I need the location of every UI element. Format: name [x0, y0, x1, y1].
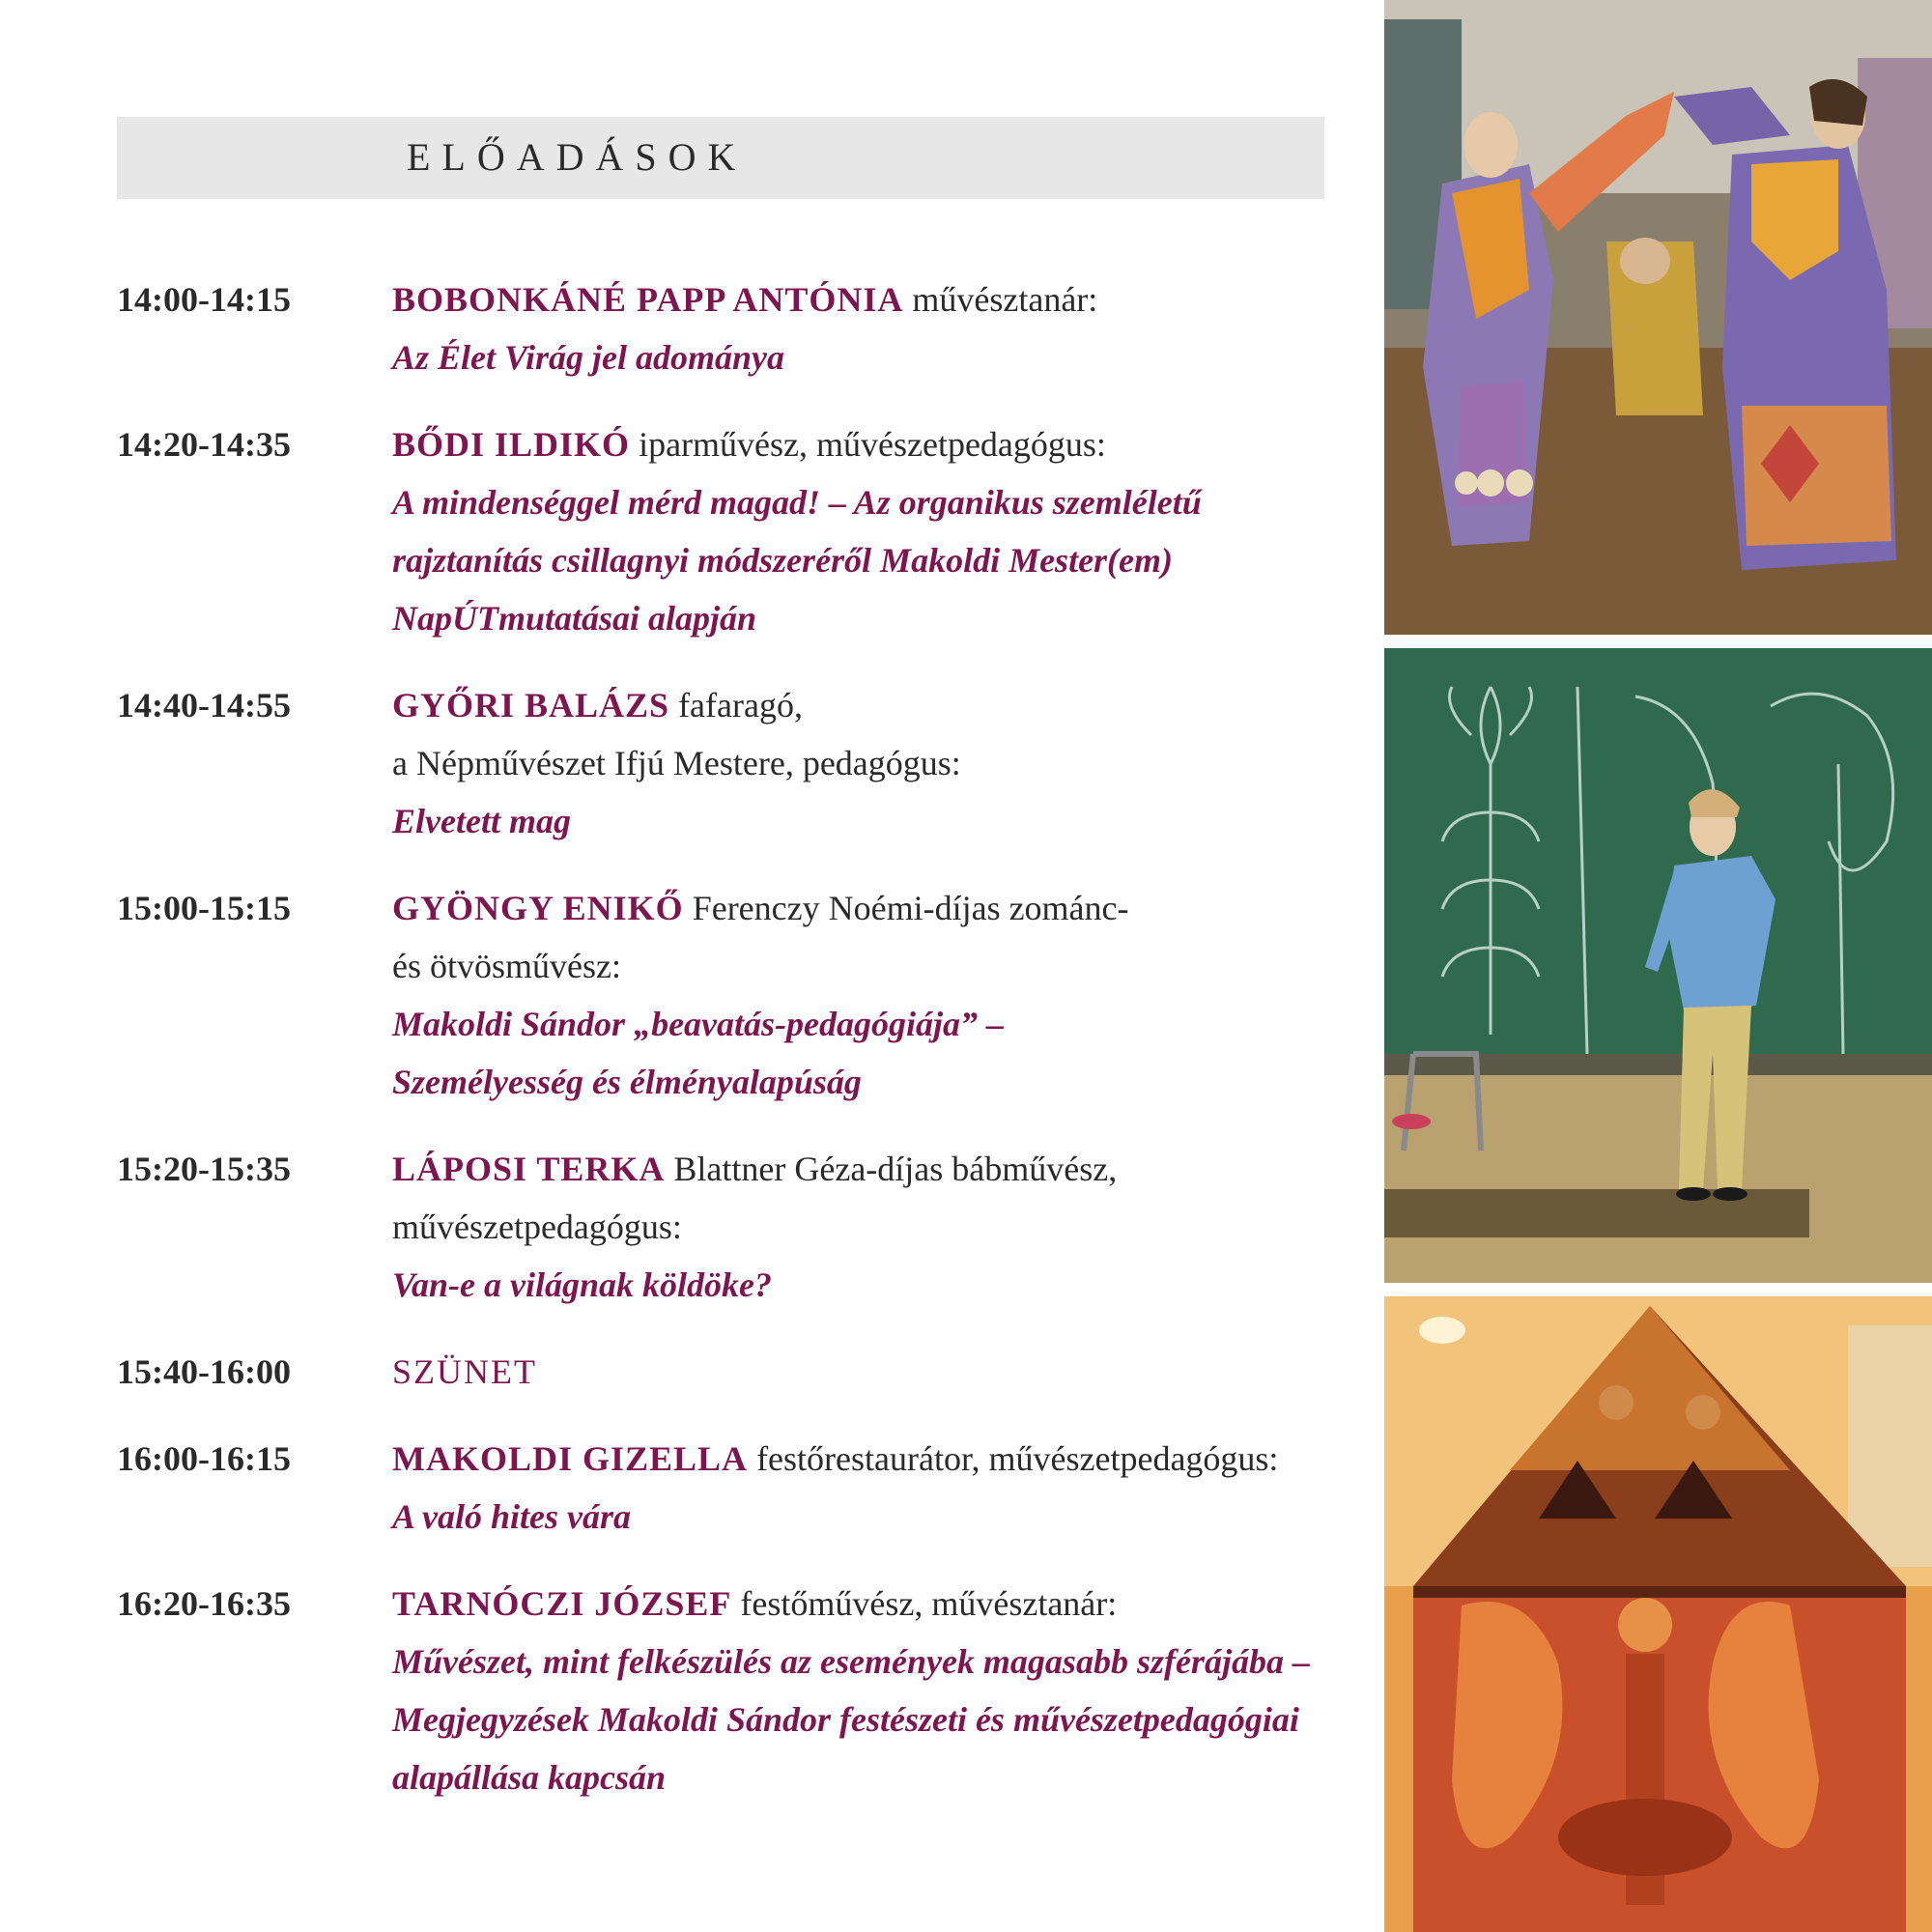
talk-title-line: Művészet, mint felkészülés az események magasabb szférájába –: [392, 1642, 1310, 1681]
talk-title-line: Van-e a világnak köldöke?: [392, 1265, 772, 1304]
talk-title-line: Elvetett mag: [392, 802, 571, 840]
photo-teacher-at-chalkboard: [1384, 648, 1932, 1283]
entry-time: 16:20-16:35: [117, 1584, 291, 1623]
photo-dancers-in-painted-robes: [1384, 0, 1932, 635]
talk-title-line: NapÚTmutatásai alapján: [392, 599, 757, 638]
entry-time: 15:20-15:35: [117, 1150, 291, 1188]
talk-title-line: Az Élet Virág jel adománya: [392, 338, 785, 377]
speaker-role: fafaragó,: [669, 686, 803, 724]
speaker-name: GYÖNGY ENIKŐ: [392, 889, 684, 927]
speaker-role-line: és ötvösművész:: [392, 947, 621, 985]
entry-speaker-line: [392, 1575, 1344, 1633]
speaker-role: festőrestaurátor, művészetpedagógus:: [748, 1439, 1279, 1478]
speaker-name: BŐDI ILDIKÓ: [392, 425, 631, 464]
entry-time: 14:40-14:55: [117, 686, 291, 724]
entry-speaker-line: [392, 1140, 1344, 1198]
speaker-role: Ferenczy Noémi-díjas zománc-: [683, 889, 1129, 927]
photo-painted-tent: [1384, 1296, 1932, 1932]
speaker-role: iparművész, művészetpedagógus:: [630, 425, 1106, 464]
speaker-name: MAKOLDI GIZELLA: [392, 1439, 749, 1478]
schedule-entry: [117, 270, 1344, 386]
header-bar: [117, 117, 1324, 199]
speaker-role: Blattner Géza-díjas bábművész,: [665, 1150, 1118, 1188]
schedule-entry: [117, 1430, 1344, 1546]
speaker-name: BOBONKÁNÉ PAPP ANTÓNIA: [392, 280, 904, 319]
speaker-name: TARNÓCZI JÓZSEF: [392, 1584, 732, 1623]
entry-time: 15:40-16:00: [117, 1352, 291, 1391]
entry-time: 14:00-14:15: [117, 280, 291, 319]
schedule-entry: [117, 676, 1344, 850]
speaker-role: festőművész, művésztanár:: [731, 1584, 1118, 1623]
speaker-name: LÁPOSI TERKA: [392, 1150, 666, 1188]
entry-speaker-line: [392, 676, 1344, 734]
schedule-break: [117, 1343, 1344, 1401]
entry-speaker-line: [392, 1430, 1344, 1488]
talk-title-line: Makoldi Sándor „beavatás-pedagógiája” –: [392, 1005, 1005, 1043]
talk-title-line: A való hites vára: [392, 1497, 632, 1536]
schedule-entry: [117, 415, 1344, 647]
entry-time: 15:00-15:15: [117, 889, 291, 927]
speaker-role: művésztanár:: [903, 280, 1098, 319]
entry-speaker-line: [392, 879, 1344, 937]
entry-time: 16:00-16:15: [117, 1439, 291, 1478]
schedule-entry: [117, 1575, 1344, 1806]
entry-time: 14:20-14:35: [117, 425, 291, 464]
talk-title-line: rajztanítás csillagnyi módszeréről Makoldi Mester(em): [392, 541, 1174, 580]
page-title: ELŐADÁSOK: [407, 135, 748, 179]
schedule-entry: [117, 1140, 1344, 1314]
speaker-role-line: a Népművészet Ifjú Mestere, pedagógus:: [392, 744, 961, 782]
talk-title-line: Megjegyzések Makoldi Sándor festészeti és művészetpedagógiai: [392, 1700, 1299, 1739]
schedule-entry: [117, 879, 1344, 1111]
talk-title-line: alapállása kapcsán: [392, 1758, 667, 1797]
speaker-role-line: művészetpedagógus:: [392, 1208, 682, 1246]
entry-speaker-line: [392, 415, 1344, 473]
break-label: SZÜNET: [392, 1352, 537, 1391]
talk-title-line: Személyesség és élményalapúság: [392, 1063, 862, 1101]
entry-speaker-line: [392, 270, 1344, 328]
talk-title-line: A mindenséggel mérd magad! – Az organikus szemléletű: [392, 483, 1202, 522]
speaker-name: GYŐRI BALÁZS: [392, 686, 670, 724]
schedule-list: [117, 270, 1344, 1835]
